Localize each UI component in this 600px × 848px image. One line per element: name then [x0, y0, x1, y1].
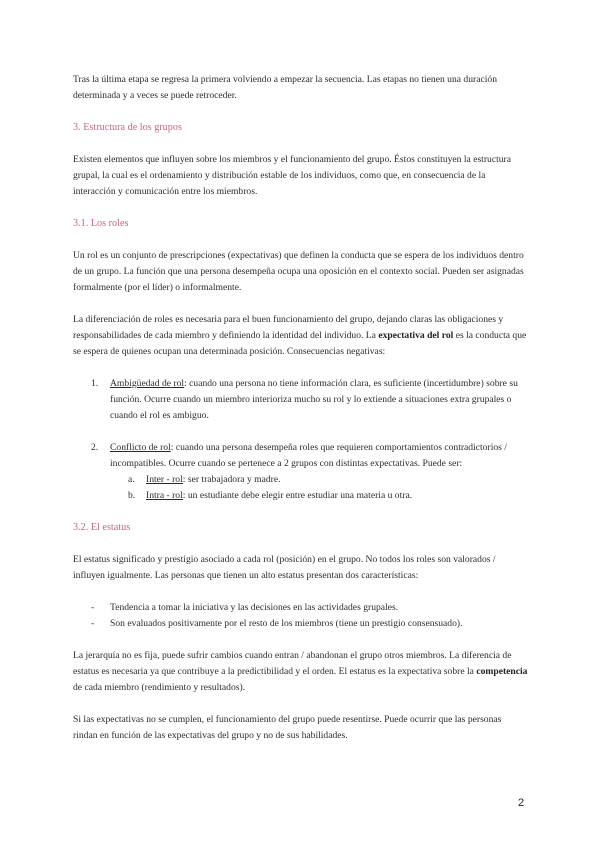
- roles-p2-text-before: La diferenciación de roles es necesaria para el buen funcionamiento del grupo, dejando claras las obligaciones y responsabilidades de cada miembro y definiendo la identidad del individuo. La: [73, 314, 504, 341]
- roles-p2-bold-term: expectativa del rol: [378, 330, 454, 341]
- status-paragraph-3: Si las expectativas no se cumplen, el funcionamiento del grupo puede resentirse. Puede ocurrir que las personas rindan en función de las expectativas del grupo y no de sus habilidades.: [73, 714, 502, 741]
- list-item: [73, 616, 528, 632]
- section-3-paragraph: Existen elementos que influyen sobre los miembros y el funcionamiento del grupo. Éstos constituyen la estructura grupal, la cual es el ordenamiento y distribución estable de los individuos, como que, en consecuencia de la interacción y comunicación entre los miembros.: [73, 154, 512, 197]
- roles-p2-text-after: es la conducta que se espera de quienes ocupan una determinada posición. Consecuencias negativas:: [73, 330, 527, 357]
- sub-list-term: Intra - rol: [146, 490, 183, 501]
- status-p2-text-before: La jerarquía no es fija, puede sufrir cambios cuando entran / abandonan el grupo otros miembros. La diferencia de estatus es necesaria ya que contribuye a la predictibilidad y el orden. El estatus es la expectativa sobre la: [73, 650, 512, 677]
- page-content: [73, 72, 528, 760]
- list-item-text: : cuando una persona desempeña roles que requieren comportamientos contradictorios / incompatibles. Ocurre cuando se pertenece a 2 grupos con distintas expectativas. Puede ser:: [110, 442, 507, 469]
- roles-paragraph-2: [73, 312, 528, 360]
- sub-list-letter: a.: [128, 474, 135, 485]
- list-item: [73, 600, 528, 616]
- sub-list-term: Inter - rol: [146, 474, 183, 485]
- sub-list-item: [110, 488, 528, 504]
- list-item-term: Ambigüedad de rol: [110, 378, 185, 389]
- list-item: [73, 376, 528, 424]
- status-paragraph-2: [73, 648, 528, 696]
- section-3-2-heading: 3.2. El estatus: [73, 522, 131, 533]
- negative-consequences-list: [73, 376, 528, 504]
- page-number: 2: [518, 797, 525, 809]
- section-3-1-heading: 3.1. Los roles: [73, 218, 129, 229]
- sub-list-text: : un estudiante debe elegir entre estudiar una materia u otra.: [182, 490, 413, 501]
- status-p2-bold-term: competencia: [476, 666, 528, 677]
- status-characteristics-list: [73, 600, 528, 632]
- sub-list: [110, 472, 528, 504]
- intro-paragraph: Tras la última etapa se regresa la primera volviendo a empezar la secuencia. Las etapas no tienen una duración determinada y a veces se puede retroceder.: [73, 74, 497, 101]
- list-item-term: Conflicto de rol: [110, 442, 171, 453]
- list-item-text: Son evaluados positivamente por el resto de los miembros (tiene un prestigio consensuado).: [110, 618, 463, 629]
- dash-bullet: -: [91, 602, 95, 613]
- sub-list-letter: b.: [128, 490, 136, 501]
- list-item-number: 2.: [91, 442, 99, 453]
- sub-list-item: [110, 472, 528, 488]
- list-item-text: Tendencia a tomar la iniciativa y las decisiones en las actividades grupales.: [110, 602, 399, 613]
- roles-paragraph-1: Un rol es un conjunto de prescripciones (expectativas) que definen la conducta que se espera de los individuos dentro de un grupo. La función que una persona desempeña ocupa una oposición en el contexto social. Pueden ser asignadas formalmente (por el líder) o informalmente.: [73, 250, 524, 293]
- section-3-heading: 3. Estructura de los grupos: [73, 122, 182, 133]
- list-item: [73, 440, 528, 504]
- status-p2-text-after: de cada miembro (rendimiento y resultados).: [73, 682, 246, 693]
- sub-list-text: : ser trabajadora y madre.: [182, 474, 281, 485]
- list-item-number: 1.: [91, 378, 99, 389]
- status-paragraph-1: El estatus significado y prestigio asociado a cada rol (posición) en el grupo. No todos los roles son valorados / influyen igualmente. Las personas que tienen un alto estatus presentan dos características:: [73, 554, 496, 581]
- dash-bullet: -: [91, 618, 95, 629]
- list-item-text: : cuando una persona no tiene información clara, es suficiente (incertidumbre) sobre su función. Ocurre cuando un miembro interioriza mucho su rol y lo extiende a situaciones extra grupales o cuando el rol es ambiguo.: [110, 378, 518, 421]
